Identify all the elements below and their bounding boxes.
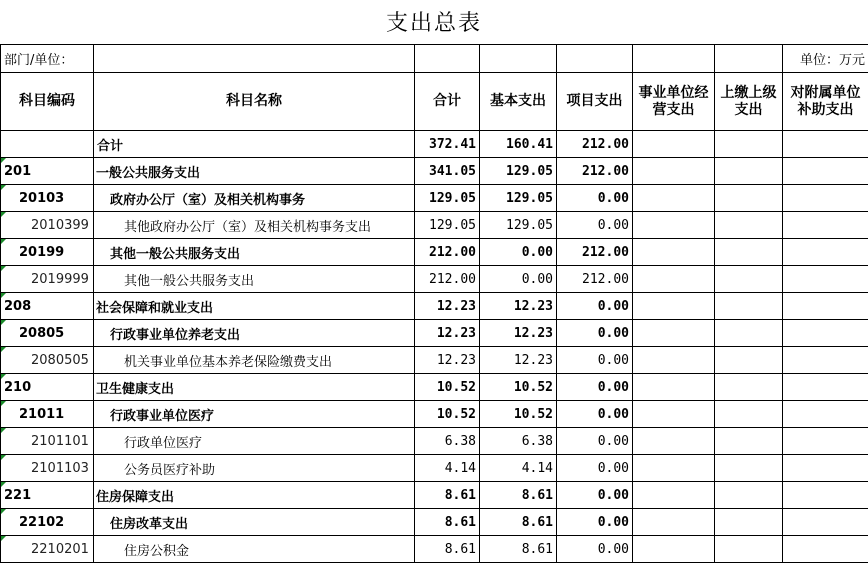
row-code: 22102 [1, 509, 94, 536]
row-basic: 129.05 [480, 185, 557, 212]
row-basic: 129.05 [480, 158, 557, 185]
row-basic: 8.61 [480, 536, 557, 563]
header-name: 科目名称 [94, 73, 415, 131]
row-basic: 160.41 [480, 131, 557, 158]
row-basic: 0.00 [480, 239, 557, 266]
table-row [1, 185, 868, 212]
row-code: 221 [1, 482, 94, 509]
dept-empty-cell [557, 45, 633, 73]
row-name: 公务员医疗补助 [94, 455, 415, 482]
row-business [633, 347, 715, 374]
row-total: 12.23 [415, 347, 480, 374]
dept-value-cell[interactable] [94, 45, 415, 73]
row-business [633, 401, 715, 428]
row-subsidy [783, 266, 868, 293]
page-title: 支出总表 [385, 11, 482, 36]
row-subsidy [783, 374, 868, 401]
row-name: 行政事业单位医疗 [94, 401, 415, 428]
row-remit [715, 320, 783, 347]
row-basic: 6.38 [480, 428, 557, 455]
row-subsidy [783, 158, 868, 185]
row-remit [715, 212, 783, 239]
row-subsidy [783, 401, 868, 428]
row-subsidy [783, 131, 868, 158]
table-row [1, 509, 868, 536]
row-code: 2010399 [1, 212, 94, 239]
row-subsidy [783, 320, 868, 347]
row-project: 0.00 [557, 185, 633, 212]
dept-empty-cell [415, 45, 480, 73]
row-basic: 12.23 [480, 320, 557, 347]
row-name: 卫生健康支出 [94, 374, 415, 401]
row-remit [715, 536, 783, 563]
row-business [633, 509, 715, 536]
row-business [633, 536, 715, 563]
row-project: 0.00 [557, 401, 633, 428]
row-business [633, 266, 715, 293]
row-total: 372.41 [415, 131, 480, 158]
dept-empty-cell [633, 45, 715, 73]
row-basic: 129.05 [480, 212, 557, 239]
header-remit: 上缴上级支出 [715, 73, 783, 131]
row-name: 其他一般公共服务支出 [94, 266, 415, 293]
dept-empty-cell [480, 45, 557, 73]
row-name: 合计 [94, 131, 415, 158]
row-code [1, 131, 94, 158]
row-basic: 10.52 [480, 374, 557, 401]
row-total: 8.61 [415, 482, 480, 509]
table-row [1, 347, 868, 374]
row-name: 其他一般公共服务支出 [94, 239, 415, 266]
row-code: 2019999 [1, 266, 94, 293]
row-remit [715, 293, 783, 320]
row-business [633, 428, 715, 455]
row-business [633, 374, 715, 401]
row-total: 12.23 [415, 320, 480, 347]
row-code: 2210201 [1, 536, 94, 563]
table-row [1, 374, 868, 401]
row-subsidy [783, 347, 868, 374]
row-basic: 10.52 [480, 401, 557, 428]
table-row [1, 293, 868, 320]
dept-label: 部门/单位： [1, 45, 94, 73]
table-row [1, 131, 868, 158]
header-total: 合计 [415, 73, 480, 131]
row-name: 政府办公厅（室）及相关机构事务 [94, 185, 415, 212]
row-name: 住房公积金 [94, 536, 415, 563]
row-business [633, 293, 715, 320]
row-remit [715, 482, 783, 509]
row-remit [715, 401, 783, 428]
row-total: 212.00 [415, 266, 480, 293]
expenditure-table [0, 44, 868, 563]
row-code: 20199 [1, 239, 94, 266]
header-basic: 基本支出 [480, 73, 557, 131]
table-row [1, 266, 868, 293]
row-project: 0.00 [557, 320, 633, 347]
dept-empty-cell [715, 45, 783, 73]
table-row [1, 401, 868, 428]
row-code: 208 [1, 293, 94, 320]
row-project: 0.00 [557, 482, 633, 509]
dept-row [1, 45, 868, 73]
row-code: 210 [1, 374, 94, 401]
row-subsidy [783, 212, 868, 239]
row-project: 212.00 [557, 239, 633, 266]
table-row [1, 428, 868, 455]
row-code: 2101103 [1, 455, 94, 482]
row-name: 行政单位医疗 [94, 428, 415, 455]
row-remit [715, 185, 783, 212]
row-business [633, 131, 715, 158]
row-business [633, 158, 715, 185]
row-project: 0.00 [557, 509, 633, 536]
row-project: 0.00 [557, 455, 633, 482]
row-name: 其他政府办公厅（室）及相关机构事务支出 [94, 212, 415, 239]
row-basic: 12.23 [480, 347, 557, 374]
row-subsidy [783, 239, 868, 266]
row-business [633, 482, 715, 509]
table-row [1, 320, 868, 347]
row-total: 8.61 [415, 509, 480, 536]
row-total: 10.52 [415, 374, 480, 401]
row-code: 2101101 [1, 428, 94, 455]
row-project: 0.00 [557, 428, 633, 455]
row-project: 212.00 [557, 266, 633, 293]
row-business [633, 455, 715, 482]
row-code: 20103 [1, 185, 94, 212]
row-remit [715, 428, 783, 455]
row-name: 机关事业单位基本养老保险缴费支出 [94, 347, 415, 374]
header-business: 事业单位经营支出 [633, 73, 715, 131]
table-row [1, 239, 868, 266]
row-basic: 12.23 [480, 293, 557, 320]
row-business [633, 320, 715, 347]
row-total: 212.00 [415, 239, 480, 266]
row-total: 129.05 [415, 185, 480, 212]
row-name: 行政事业单位养老支出 [94, 320, 415, 347]
unit-label: 单位：万元 [783, 45, 868, 73]
row-subsidy [783, 455, 868, 482]
row-project: 0.00 [557, 536, 633, 563]
row-total: 12.23 [415, 293, 480, 320]
row-project: 212.00 [557, 131, 633, 158]
row-subsidy [783, 536, 868, 563]
row-code: 201 [1, 158, 94, 185]
row-basic: 8.61 [480, 482, 557, 509]
table-row [1, 455, 868, 482]
row-total: 8.61 [415, 536, 480, 563]
row-subsidy [783, 185, 868, 212]
row-subsidy [783, 293, 868, 320]
table-row [1, 212, 868, 239]
row-business [633, 212, 715, 239]
row-project: 0.00 [557, 347, 633, 374]
row-business [633, 239, 715, 266]
row-business [633, 185, 715, 212]
header-project: 项目支出 [557, 73, 633, 131]
row-name: 社会保障和就业支出 [94, 293, 415, 320]
row-remit [715, 509, 783, 536]
table-row [1, 536, 868, 563]
row-subsidy [783, 509, 868, 536]
row-remit [715, 347, 783, 374]
row-name: 住房保障支出 [94, 482, 415, 509]
row-code: 20805 [1, 320, 94, 347]
row-basic: 0.00 [480, 266, 557, 293]
row-project: 0.00 [557, 212, 633, 239]
row-name: 住房改革支出 [94, 509, 415, 536]
row-subsidy [783, 428, 868, 455]
row-remit [715, 158, 783, 185]
row-project: 212.00 [557, 158, 633, 185]
row-project: 0.00 [557, 293, 633, 320]
table-row [1, 482, 868, 509]
row-remit [715, 374, 783, 401]
row-total: 129.05 [415, 212, 480, 239]
row-code: 2080505 [1, 347, 94, 374]
row-project: 0.00 [557, 374, 633, 401]
row-basic: 8.61 [480, 509, 557, 536]
header-subsidy: 对附属单位补助支出 [783, 73, 868, 131]
row-basic: 4.14 [480, 455, 557, 482]
row-remit [715, 131, 783, 158]
row-total: 4.14 [415, 455, 480, 482]
row-code: 21011 [1, 401, 94, 428]
header-row [1, 73, 868, 131]
header-code: 科目编码 [1, 73, 94, 131]
row-total: 341.05 [415, 158, 480, 185]
row-remit [715, 239, 783, 266]
table-row [1, 158, 868, 185]
row-remit [715, 455, 783, 482]
row-total: 10.52 [415, 401, 480, 428]
row-total: 6.38 [415, 428, 480, 455]
row-subsidy [783, 482, 868, 509]
row-remit [715, 266, 783, 293]
row-name: 一般公共服务支出 [94, 158, 415, 185]
